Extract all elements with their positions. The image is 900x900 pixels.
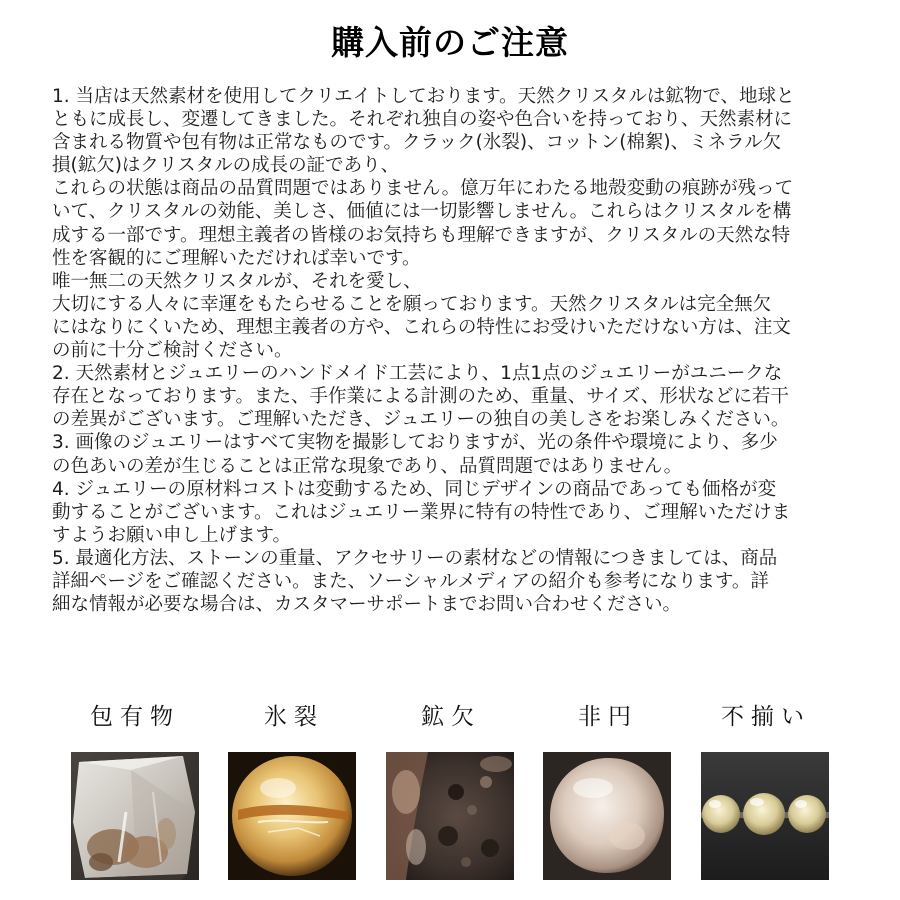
mineral-defect-photo	[386, 752, 514, 880]
notice-line: 唯一無二の天然クリスタルが、それを愛し、	[52, 270, 422, 292]
notice-line: 損(鉱欠)はクリスタルの成長の証であり、	[52, 155, 400, 177]
notice-line: にはなりにくいため、理想主義者の方や、これらの特性にお受けいただけない方は、注文	[52, 316, 791, 338]
inclusion-crystal-photo	[71, 752, 199, 880]
notice-line: 存在となっております。また、手作業による計測のため、重量、サイズ、形状などに若干	[52, 386, 789, 408]
notice-line: 含まれる物質や包有物は正常なものです。クラック(氷裂)、コットン(棉絮)、ミネラル欠	[52, 132, 782, 154]
non-round-bead-photo	[543, 752, 671, 880]
example-label-mineral-defect: 鉱欠	[421, 704, 481, 730]
notice-line: 細な情報が必要な場合は、カスタマーサポートまでお問い合わせください。	[52, 594, 682, 616]
notice-line: の差異がございます。ご理解いただき、ジュエリーの独自の美しさをお楽しみください。	[52, 409, 790, 431]
uneven-beads-photo	[701, 752, 829, 880]
notice-line: 性を客観的にご理解いただければ幸いです。	[52, 247, 421, 269]
notice-line: 4. ジュエリーの原材料コストは変動するため、同じデザインの商品であっても価格が変	[52, 478, 776, 500]
notice-line: いて、クリスタルの効能、美しさ、価値には一切影響しません。これらはクリスタルを構	[52, 201, 792, 223]
notice-line: 3. 画像のジュエリーはすべて実物を撮影しておりますが、光の条件や環境により、多少	[52, 432, 778, 454]
example-label-non-round: 非円	[578, 704, 638, 730]
example-label-uneven: 不揃い	[721, 704, 811, 730]
page-title: 購入前のご注意	[331, 23, 569, 62]
ice-crack-bead-photo	[228, 752, 356, 880]
notice-line: の前に十分ご検討ください。	[52, 340, 293, 362]
notice-line: の色あいの差が生じることは正常な現象であり、品質問題ではありません。	[52, 455, 683, 477]
notice-line: 動することがございます。これはジュエリー業界に特有の特性であり、ご理解いただけま	[52, 501, 791, 523]
notice-line: 5. 最適化方法、ストーンの重量、アクセサリーの素材などの情報につきましては、商品	[52, 547, 778, 569]
notice-line: 2. 天然素材とジュエリーのハンドメイド工芸により、1点1点のジュエリーがユニークな	[52, 363, 783, 385]
notice-line: 大切にする人々に幸運をもたらせることを願っております。天然クリスタルは完全無欠	[52, 293, 772, 315]
notice-line: 詳細ページをご確認ください。また、ソーシャルメディアの紹介も参考になります。詳	[52, 570, 769, 592]
example-labels	[0, 700, 900, 734]
notice-line: 1. 当店は天然素材を使用してクリエイトしております。天然クリスタルは鉱物で、地球と	[52, 86, 795, 107]
notice-line: これらの状態は商品の品質問題ではありません。億万年にわたる地殻変動の痕跡が残って	[52, 178, 794, 200]
notice-line: すようお願い申し上げます。	[52, 524, 292, 546]
notice-line: 成する一部です。理想主義者の皆様のお気持ちも理解できますが、クリスタルの天然な特	[52, 224, 791, 246]
notice-line: ともに成長し、変遷してきました。それぞれ独自の姿や色合いを持っており、天然素材に	[52, 109, 793, 131]
notice-text	[52, 85, 852, 616]
example-label-inclusion: 包有物	[90, 704, 180, 730]
example-label-ice-crack: 氷裂	[264, 704, 324, 730]
